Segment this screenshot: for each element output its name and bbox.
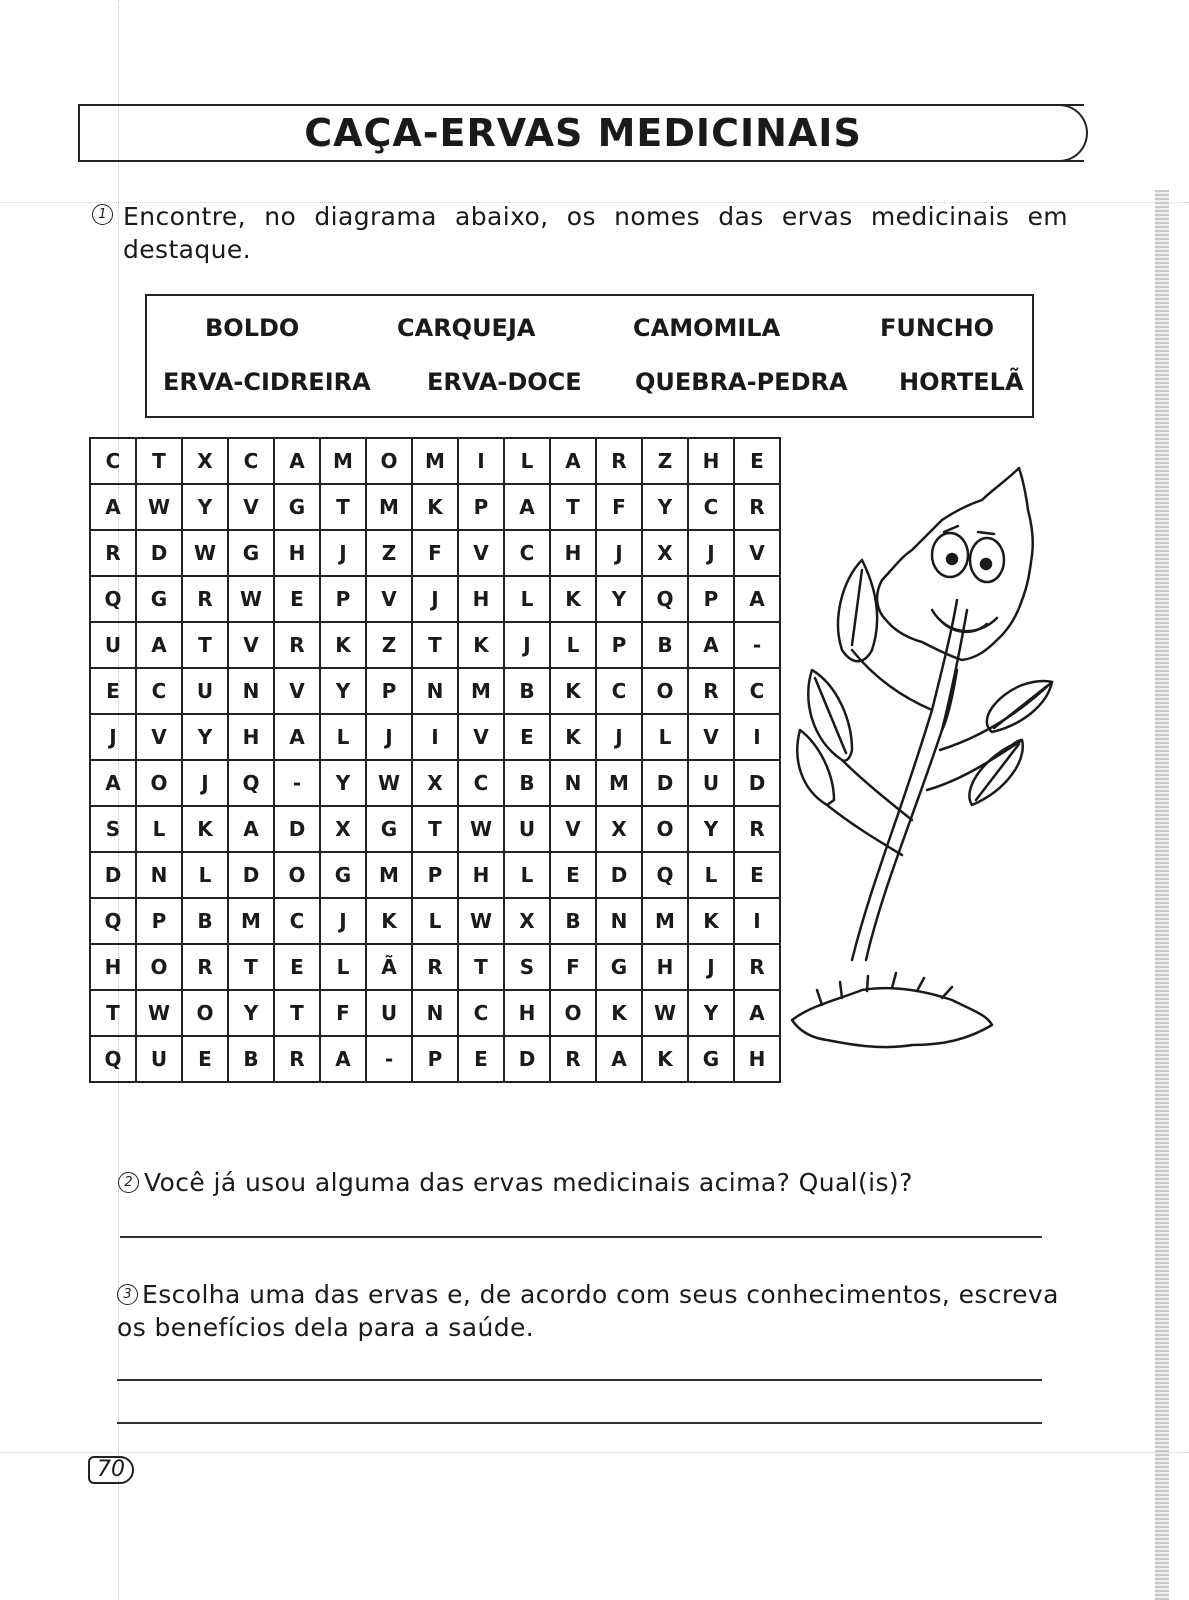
grid-cell[interactable]: P [367,669,413,715]
herb-word: CAMOMILA [633,314,781,342]
question-2-number: 2 [118,1172,139,1193]
grid-cell[interactable]: E [505,715,551,761]
grid-cell[interactable]: M [321,439,367,485]
grid-cell[interactable]: H [505,991,551,1037]
grid-cell[interactable]: J [597,531,643,577]
grid-cell[interactable]: E [735,439,781,485]
grid-cell[interactable]: L [505,853,551,899]
grid-cell[interactable]: L [321,945,367,991]
grid-cell[interactable]: V [137,715,183,761]
grid-cell[interactable]: E [735,853,781,899]
grid-cell[interactable]: K [459,623,505,669]
grid-cell[interactable]: K [551,669,597,715]
grid-cell[interactable]: H [275,531,321,577]
grid-cell[interactable]: Z [367,623,413,669]
grid-cell[interactable]: D [735,761,781,807]
grid-cell[interactable]: R [689,669,735,715]
grid-cell[interactable]: O [643,669,689,715]
grid-cell[interactable]: Y [229,991,275,1037]
grid-cell[interactable]: Z [643,439,689,485]
grid-cell[interactable]: H [91,945,137,991]
grid-cell[interactable]: G [229,531,275,577]
grid-cell[interactable]: C [735,669,781,715]
grid-cell[interactable]: O [183,991,229,1037]
grid-cell[interactable]: R [91,531,137,577]
grid-cell[interactable]: Y [597,577,643,623]
grid-cell[interactable]: W [137,485,183,531]
grid-cell[interactable]: Y [183,715,229,761]
grid-cell[interactable]: D [229,853,275,899]
grid-cell[interactable]: Q [229,761,275,807]
grid-cell[interactable]: Y [321,761,367,807]
answer-line[interactable] [117,1379,1042,1381]
grid-cell[interactable]: R [551,1037,597,1083]
grid-cell[interactable]: V [229,623,275,669]
grid-cell[interactable]: K [689,899,735,945]
question-2-text: Você já usou alguma das ervas medicinais acima? Qual(is)? [144,1168,913,1197]
grid-cell[interactable]: R [275,1037,321,1083]
grid-cell[interactable]: - [275,761,321,807]
grid-cell[interactable]: T [321,485,367,531]
herb-word: QUEBRA-PEDRA [635,368,848,396]
grid-cell[interactable]: J [91,715,137,761]
grid-cell[interactable]: T [459,945,505,991]
grid-cell[interactable]: D [137,531,183,577]
grid-cell[interactable]: X [413,761,459,807]
grid-cell[interactable]: L [321,715,367,761]
grid-cell[interactable]: R [597,439,643,485]
herb-word: BOLDO [205,314,300,342]
grid-cell[interactable]: F [597,485,643,531]
grid-cell[interactable]: D [597,853,643,899]
grid-cell[interactable]: A [137,623,183,669]
grid-cell[interactable]: H [459,577,505,623]
page-title: CAÇA-ERVAS MEDICINAIS [304,111,862,155]
grid-cell[interactable]: U [367,991,413,1037]
grid-cell[interactable]: G [321,853,367,899]
grid-cell[interactable]: M [413,439,459,485]
grid-cell[interactable]: T [229,945,275,991]
grid-cell[interactable]: W [367,761,413,807]
grid-cell[interactable]: W [459,899,505,945]
answer-line[interactable] [120,1236,1042,1238]
grid-cell[interactable]: C [689,485,735,531]
herb-word: CARQUEJA [397,314,536,342]
grid-cell[interactable]: W [137,991,183,1037]
grid-cell[interactable]: Y [321,669,367,715]
grid-cell[interactable]: Y [643,485,689,531]
grid-cell[interactable]: D [643,761,689,807]
grid-cell[interactable]: T [413,807,459,853]
grid-cell[interactable]: U [183,669,229,715]
grid-cell[interactable]: E [275,945,321,991]
grid-cell[interactable]: A [735,991,781,1037]
grid-cell[interactable]: L [183,853,229,899]
grid-cell[interactable]: H [643,945,689,991]
grid-cell[interactable]: M [367,485,413,531]
grid-cell[interactable]: R [183,945,229,991]
grid-cell[interactable]: H [551,531,597,577]
herb-list-box [145,294,1034,418]
grid-cell[interactable]: A [321,1037,367,1083]
grid-cell[interactable]: A [91,485,137,531]
scan-edge [1155,190,1169,1600]
grid-cell[interactable]: Y [689,991,735,1037]
grid-cell[interactable]: Q [643,577,689,623]
grid-cell[interactable]: G [275,485,321,531]
grid-cell[interactable]: V [229,485,275,531]
grid-cell[interactable]: X [597,807,643,853]
grid-cell[interactable]: O [137,945,183,991]
herb-word: FUNCHO [880,314,995,342]
grid-cell[interactable]: J [413,577,459,623]
grid-cell[interactable]: K [551,715,597,761]
grid-cell[interactable]: N [597,899,643,945]
grid-cell[interactable]: V [459,531,505,577]
question-3-text: Escolha uma das ervas e, de acordo com seus conhecimentos, escreva os benefícios dela para a saúde. [117,1280,1059,1342]
question-1-number: 1 [92,204,113,225]
grid-cell[interactable]: A [551,439,597,485]
grid-cell[interactable]: G [689,1037,735,1083]
grid-cell[interactable]: T [413,623,459,669]
grid-cell[interactable]: W [183,531,229,577]
grid-cell[interactable]: D [91,853,137,899]
grid-cell[interactable]: R [735,807,781,853]
grid-cell[interactable]: M [643,899,689,945]
grid-cell[interactable]: V [735,531,781,577]
grid-cell[interactable]: N [413,991,459,1037]
grid-cell[interactable]: K [183,807,229,853]
grid-cell[interactable]: P [413,853,459,899]
grid-cell[interactable]: R [735,945,781,991]
grid-cell[interactable]: I [459,439,505,485]
grid-cell[interactable]: L [413,899,459,945]
grid-cell[interactable]: L [551,623,597,669]
grid-cell[interactable]: O [137,761,183,807]
herb-word: ERVA-CIDREIRA [163,368,371,396]
herb-word: HORTELÃ [899,368,1024,396]
grid-cell[interactable]: W [643,991,689,1037]
grid-cell[interactable]: P [137,899,183,945]
grid-cell[interactable]: K [367,899,413,945]
grid-cell[interactable]: K [321,623,367,669]
grid-cell[interactable]: C [459,761,505,807]
grid-cell[interactable]: Q [643,853,689,899]
grid-cell[interactable]: I [735,715,781,761]
grid-cell[interactable]: A [229,807,275,853]
grid-cell[interactable]: A [275,715,321,761]
grid-cell[interactable]: P [321,577,367,623]
grid-cell[interactable]: J [689,945,735,991]
grid-cell[interactable]: O [367,439,413,485]
grid-cell[interactable]: U [91,623,137,669]
grid-cell[interactable]: J [321,899,367,945]
grid-cell[interactable]: T [183,623,229,669]
grid-cell[interactable]: - [735,623,781,669]
grid-cell[interactable]: A [505,485,551,531]
grid-cell[interactable]: G [137,577,183,623]
grid-cell[interactable]: H [229,715,275,761]
grid-cell[interactable]: J [505,623,551,669]
grid-cell[interactable]: O [275,853,321,899]
grid-cell[interactable]: H [689,439,735,485]
grid-cell[interactable]: V [459,715,505,761]
grid-cell[interactable]: K [551,577,597,623]
grid-cell[interactable]: J [689,531,735,577]
grid-cell[interactable]: L [689,853,735,899]
grid-cell[interactable]: L [643,715,689,761]
grid-cell[interactable]: C [597,669,643,715]
grid-cell[interactable]: G [597,945,643,991]
grid-cell[interactable]: A [275,439,321,485]
grid-cell[interactable]: B [183,899,229,945]
grid-cell[interactable]: X [505,899,551,945]
grid-cell[interactable]: P [413,1037,459,1083]
grid-cell[interactable]: M [367,853,413,899]
grid-cell[interactable]: D [505,1037,551,1083]
grid-cell[interactable]: J [183,761,229,807]
question-1-text: Encontre, no diagrama abaixo, os nomes das ervas medicinais em destaque. [123,202,1068,264]
grid-cell[interactable]: U [505,807,551,853]
herb-word: ERVA-DOCE [427,368,582,396]
grid-cell[interactable]: M [597,761,643,807]
grid-cell[interactable]: F [321,991,367,1037]
grid-cell[interactable]: A [597,1037,643,1083]
grid-cell[interactable]: H [459,853,505,899]
grid-cell[interactable]: Q [91,1037,137,1083]
grid-cell[interactable]: Ã [367,945,413,991]
grid-cell[interactable]: I [735,899,781,945]
grid-cell[interactable]: T [91,991,137,1037]
grid-cell[interactable]: X [643,531,689,577]
grid-cell[interactable]: T [275,991,321,1037]
word-search-grid[interactable] [89,437,781,1083]
grid-cell[interactable]: F [413,531,459,577]
grid-cell[interactable]: T [137,439,183,485]
grid-cell[interactable]: K [643,1037,689,1083]
grid-cell[interactable]: V [551,807,597,853]
grid-cell[interactable]: C [275,899,321,945]
grid-cell[interactable]: B [551,899,597,945]
grid-cell[interactable]: C [505,531,551,577]
grid-cell[interactable]: U [689,761,735,807]
grid-cell[interactable]: M [459,669,505,715]
grid-cell[interactable]: X [321,807,367,853]
grid-cell[interactable]: A [689,623,735,669]
grid-cell[interactable]: N [229,669,275,715]
grid-cell[interactable]: Q [91,577,137,623]
grid-cell[interactable]: K [597,991,643,1037]
grid-cell[interactable]: E [551,853,597,899]
grid-cell[interactable]: E [275,577,321,623]
grid-cell[interactable]: R [413,945,459,991]
page-number: 70 [88,1456,134,1484]
grid-cell[interactable]: S [505,945,551,991]
grid-cell[interactable]: B [505,761,551,807]
grid-cell[interactable]: Y [183,485,229,531]
grid-cell[interactable]: L [505,439,551,485]
grid-cell[interactable]: E [91,669,137,715]
grid-cell[interactable]: V [275,669,321,715]
grid-cell[interactable]: N [137,853,183,899]
grid-cell[interactable]: S [91,807,137,853]
grid-cell[interactable]: W [229,577,275,623]
grid-cell[interactable]: F [551,945,597,991]
answer-line[interactable] [117,1422,1042,1424]
grid-cell[interactable]: T [551,485,597,531]
grid-cell[interactable]: P [597,623,643,669]
grid-cell[interactable]: R [275,623,321,669]
grid-cell[interactable]: J [321,531,367,577]
grid-cell[interactable]: H [735,1037,781,1083]
grid-cell[interactable]: - [367,1037,413,1083]
grid-cell[interactable]: O [551,991,597,1037]
grid-cell[interactable]: K [413,485,459,531]
grid-cell[interactable]: U [137,1037,183,1083]
grid-cell[interactable]: A [91,761,137,807]
grid-cell[interactable]: O [643,807,689,853]
grid-cell[interactable]: D [275,807,321,853]
grid-cell[interactable]: P [459,485,505,531]
grid-cell[interactable]: E [183,1037,229,1083]
grid-cell[interactable]: V [367,577,413,623]
grid-cell[interactable]: Z [367,531,413,577]
smiling-leaf-plant-illustration [782,460,1072,1080]
grid-cell[interactable]: Y [689,807,735,853]
grid-cell[interactable]: N [413,669,459,715]
grid-cell[interactable]: C [229,439,275,485]
grid-cell[interactable]: A [735,577,781,623]
grid-cell[interactable]: X [183,439,229,485]
grid-cell[interactable]: R [183,577,229,623]
grid-cell[interactable]: N [551,761,597,807]
grid-cell[interactable]: C [459,991,505,1037]
grid-cell[interactable]: B [505,669,551,715]
grid-cell[interactable]: M [229,899,275,945]
grid-cell[interactable]: R [735,485,781,531]
grid-cell[interactable]: L [505,577,551,623]
grid-cell[interactable]: J [597,715,643,761]
grid-cell[interactable]: I [413,715,459,761]
grid-cell[interactable]: Q [91,899,137,945]
grid-cell[interactable]: E [459,1037,505,1083]
grid-cell[interactable]: B [643,623,689,669]
grid-cell[interactable]: L [137,807,183,853]
grid-cell[interactable]: W [459,807,505,853]
grid-cell[interactable]: G [367,807,413,853]
grid-cell[interactable]: C [91,439,137,485]
grid-cell[interactable]: P [689,577,735,623]
scan-guide-line [0,1452,1189,1453]
grid-cell[interactable]: J [367,715,413,761]
grid-cell[interactable]: B [229,1037,275,1083]
grid-cell[interactable]: V [689,715,735,761]
grid-cell[interactable]: C [137,669,183,715]
question-3-number: 3 [117,1284,138,1305]
